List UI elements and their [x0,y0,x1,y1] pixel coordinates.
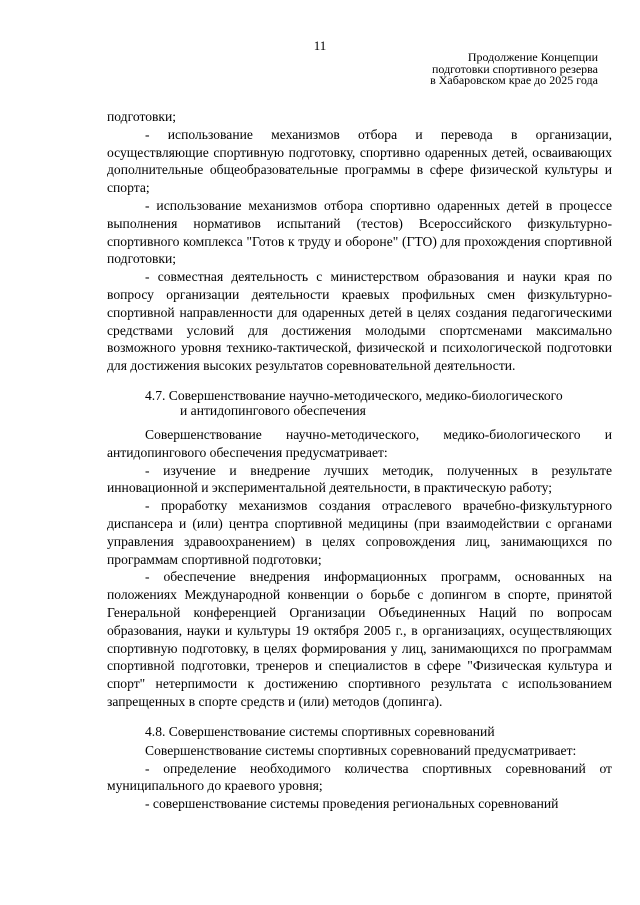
running-head-line: подготовки спортивного резерва [432,61,598,76]
running-head [368,52,598,87]
paragraph: подготовки; [107,109,177,124]
section-heading-line: 4.8. Совершенствование системы спортивных соревнований [145,723,495,739]
section-heading-4-7 [107,388,612,418]
list-item: - обеспечение внедрения информационных программ, основанных на положениях Международной конвенции о борьбе с допингом в спорте, принятой Генеральной конференцией Организации Объединенных Наций по вопросам образования, науки и культуры 19 октября 2005 г., в организациях, осуществляющих спортивную подготовку, в целях формирования у лиц, занимающихся по программам спортивной подготовки, тренеров и специалистов в сфере "Физическая культура и спорт" нетерпимости к достижению спортивного результата с использованием запрещенных в спорте средств и (или) методов (допинга). [107,569,612,709]
list-item: - проработку механизмов создания отраслевого врачебно-физкультурного диспансера и (или) центра спортивной медицины (при взаимодействии с органами управления здравоохранением) в целях сопровождения лиц, занимающихся по программам спортивной подготовки; [107,498,612,567]
section-heading-line: 4.7. Совершенствование научно-методического, медико-биологического [145,387,563,403]
section-intro: Совершенствование системы спортивных соревнований предусматривает: [145,742,577,758]
list-item: - использование механизмов отбора и перевода в организации, осуществляющие спортивную подготовку, спортивно одаренных детей, осваивающих дополнительные общеобразовательные программы в сфере физической культуры и спорта; [107,126,612,196]
running-head-line: в Хабаровском крае до 2025 года [430,73,598,87]
list-item: - изучение и внедрение лучших методик, полученных в результате инновационной и экспериментальной деятельности, в практическую работу; [107,462,612,496]
page-number: 11 [313,38,327,53]
section-intro: Совершенствование научно-методического, медико-биологического и антидопингового обеспечения предусматривает: [107,426,612,460]
section-heading-line: и антидопингового обеспечения [180,402,366,418]
list-item: - определение необходимого количества спортивных соревнований от муниципального до краевого уровня; [107,760,612,794]
list-item: - совместная деятельность с министерством образования и науки края по вопросу организации деятельности краевых профильных смен физкультурно-спортивной направленности для одаренных детей в целях создания педагогическими средствами условий для достижения молодыми спортсменами максимально возможного уровня технико-тактической, физической и психологической подготовки для достижения высоких результатов соревновательной деятельности. [107,269,612,374]
list-item: - совершенствование системы проведения региональных соревнований [145,796,559,812]
document-body [107,108,612,813]
running-head-line: Продолжение Концепции [467,50,598,64]
section-heading-4-8 [107,724,612,739]
list-item: - использование механизмов отбора спортивно одаренных детей в процессе выполнения нормативов испытаний (тестов) Всероссийского физкультурно-спортивного комплекса "Готов к труду и обороне" (ГТО) для прохождения спортивной подготовки; [107,197,612,267]
